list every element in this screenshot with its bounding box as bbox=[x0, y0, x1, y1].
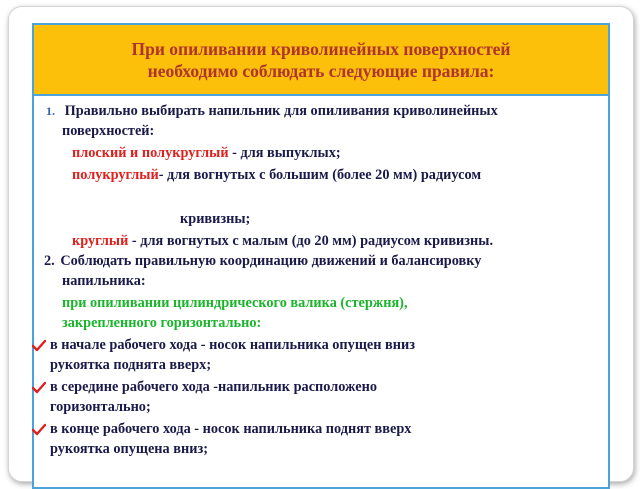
rule-2-number: 2. bbox=[44, 253, 55, 269]
bullet-2-line-2: горизонтально; bbox=[50, 399, 151, 415]
rule-1-half bbox=[72, 166, 481, 186]
rule-1-text-line-1: Правильно выбирать напильник для опиливания криволинейных bbox=[64, 103, 498, 119]
round-term: круглый bbox=[72, 233, 129, 249]
checkmark-icon bbox=[32, 423, 46, 437]
rule-1-round bbox=[72, 232, 493, 252]
checkmark-icon bbox=[32, 339, 46, 353]
rule-2-case-line-1: при опиливании цилиндрического валика (стержня), bbox=[62, 295, 408, 311]
bullet-2-line-1: в середине рабочего хода -напильник расположено bbox=[50, 379, 377, 395]
flat-term: плоский и полукруглый bbox=[72, 145, 229, 161]
rule-2-text-line-1: Соблюдать правильную координацию движений и балансировку bbox=[60, 253, 482, 269]
checkmark-icon bbox=[32, 381, 46, 395]
bullet-3-line-1: в конце рабочего хода - носок напильника поднят вверх bbox=[50, 421, 412, 437]
rule-2-text-line-2: напильника: bbox=[62, 273, 146, 289]
rule-2-case-line-2: закрепленного горизонтально: bbox=[62, 315, 262, 331]
half-desc: - для вогнутых с большим (более 20 мм) радиусом bbox=[158, 167, 482, 183]
flat-desc: - для выпуклых; bbox=[228, 145, 341, 161]
bullet-3-line-2: рукоятка опущена вниз; bbox=[50, 441, 208, 457]
rule-2-heading bbox=[44, 252, 481, 272]
rule-1-text-line-2: поверхностей: bbox=[62, 123, 155, 139]
slide-title bbox=[131, 38, 510, 82]
content-frame bbox=[32, 23, 610, 489]
round-desc: - для вогнутых с малым (до 20 мм) радиусом кривизны. bbox=[128, 233, 494, 249]
title-line-2: необходимо соблюдать следующие правила: bbox=[147, 60, 495, 81]
rule-1-heading bbox=[46, 102, 498, 122]
title-banner bbox=[34, 25, 608, 96]
rule-1-number: 1. bbox=[46, 104, 55, 118]
title-line-1: При опиливании криволинейных поверхностей bbox=[131, 38, 511, 59]
half-term: полукруглый bbox=[72, 167, 159, 183]
bullet-1-line-1: в начале рабочего хода - носок напильника опущен вниз bbox=[50, 337, 415, 353]
rule-1-flat bbox=[72, 144, 341, 164]
bullet-1-line-2: рукоятка поднята вверх; bbox=[50, 357, 212, 373]
half-desc-continuation: кривизны; bbox=[180, 211, 251, 227]
